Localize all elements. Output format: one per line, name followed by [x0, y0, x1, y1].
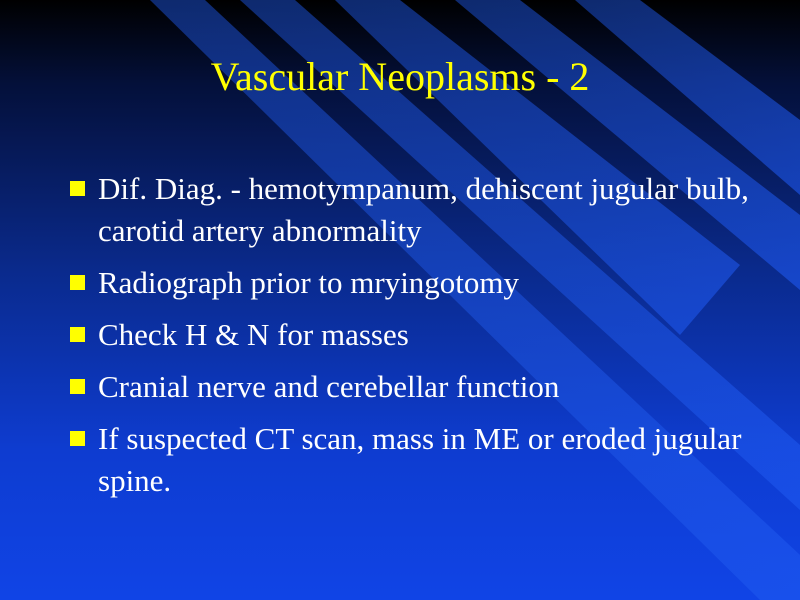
square-bullet-icon: [70, 379, 85, 394]
bullet-text: Check H & N for masses: [98, 317, 409, 352]
list-item: [68, 314, 768, 356]
bullet-list: [68, 168, 768, 512]
bullet-text: Cranial nerve and cerebellar function: [98, 369, 560, 404]
square-bullet-icon: [70, 327, 85, 342]
bullet-text: If suspected CT scan, mass in ME or eroded jugular spine.: [98, 421, 742, 498]
list-item: [68, 262, 768, 304]
bullet-text: Radiograph prior to mryingotomy: [98, 265, 520, 300]
square-bullet-icon: [70, 275, 85, 290]
square-bullet-icon: [70, 181, 85, 196]
square-bullet-icon: [70, 431, 85, 446]
list-item: [68, 168, 768, 252]
bullet-text: Dif. Diag. - hemotympanum, dehiscent jugular bulb, carotid artery abnormality: [98, 171, 749, 248]
list-item: [68, 418, 768, 502]
slide-title: Vascular Neoplasms - 2: [210, 54, 590, 99]
list-item: [68, 366, 768, 408]
